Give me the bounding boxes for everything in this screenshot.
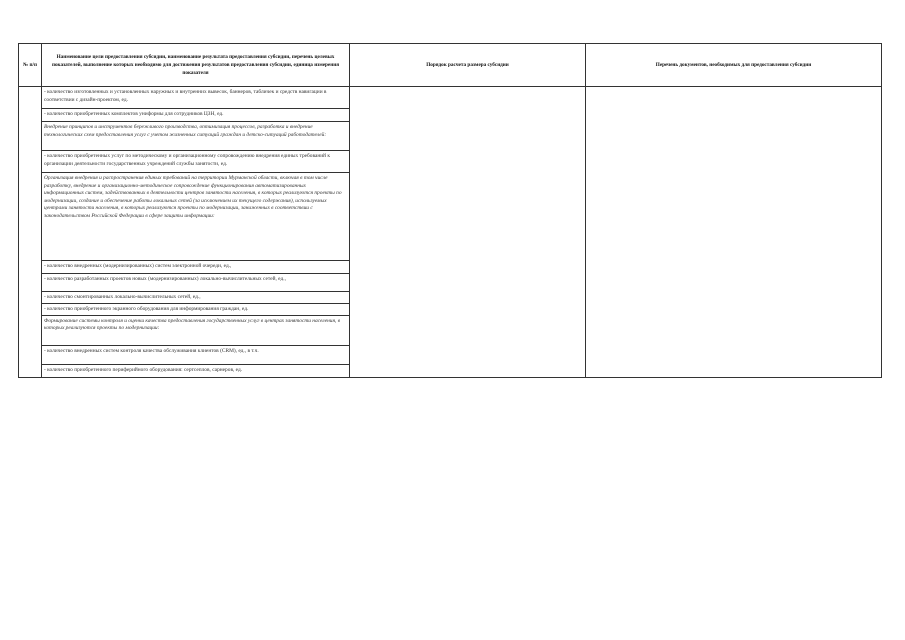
list-item [42,303,349,315]
header-number: № п/п [19,44,42,87]
list-item-text: - количество внедренных систем контроля качества обслуживания клиентов (CRM), ед., в т.ч. [42,345,349,364]
header-calc: Порядок расчета размера субсидии [350,44,586,87]
list-item-text: Организация внедрения и распространения единых требований на территории Мурманской области, включая в том числе разработку, внедрение и организационно-методическое сопровождение функционирования автоматизированных информационных систем, задействованных в деятельности центров занятости населения, в которых реализуются проекты по модернизации, создание и обеспечение работы локальных сетей (за исключением их текущего содержания), используемых центрами занятости населения, в которых реализуются проекты по модернизации, заниженных в соответствии с законодательством Российской Федерации в сфере защиты информации: [42,173,349,261]
list-item-text: - количество приобретенного периферийного оборудования: сертсеплов, сарнеров, ед. [44,366,243,373]
list-item [42,345,349,364]
list-item [42,87,349,109]
list-item [42,151,349,173]
name-list [42,87,349,377]
table-header-row [19,44,882,87]
header-name: Наименование цели предоставления субсидии, наименование результата предоставления субсидии, перечень целевых показателей, выполнение которых необходимо для достижения результатов предоставления субсидии, единица измерения показателя [42,44,350,87]
list-item [42,364,349,377]
list-item-text: - количество приобретенных услуг по методическому и организационному сопровождению внедрения единых требований к организации деятельности государственных учреждений службы занятости, ед. [42,151,349,173]
list-item [42,315,349,345]
list-item-text: - количество разработанных проектов новых (модернизированных) локально-вычислительных сетей, ед., [42,274,349,292]
list-item [42,261,349,274]
calc-cell [350,87,586,378]
list-item [42,173,349,261]
list-item-text: - количество приобретенных комплектов униформы для сотрудников ЦЗН, ед. [42,109,349,122]
name-cell [42,87,350,378]
list-item [42,109,349,122]
list-item-text: Внедрение принципов и инструментов бережливого производства, оптимизация процессов, разработка и внедрение технологических схем предоставления услуг с учетом жизненных ситуаций граждан и детско-ситуаций работодателей: [42,122,349,151]
subsidy-table [18,43,882,378]
list-item [42,292,349,304]
list-item [42,274,349,292]
list-item-text: - количество приобретенного экранного оборудования для информирования граждан, ед. [42,303,349,315]
list-item-text: - количество внедренных (модернизированных) систем электронной очереди, ед., [42,261,349,274]
docs-cell [586,87,882,378]
list-item-text: Формирование системы контроля и оценки качества предоставления государственных услуг в центрах занятости населения, в которых реализуются проекты по модернизации: [42,315,349,345]
header-docs: Перечень документов, необходимых для предоставления субсидии [586,44,882,87]
table-body-row [19,87,882,378]
list-item [42,122,349,151]
list-item-text: - количество смонтированных локально-вычислительных сетей, ед., [42,292,349,304]
list-item-text: - количество изготовленных и установленных наружных и внутренних вывесок, баннеров, табличек и средств навигации в соответствии с дизайн-проектом, ед. [42,87,349,109]
number-cell [19,87,42,378]
